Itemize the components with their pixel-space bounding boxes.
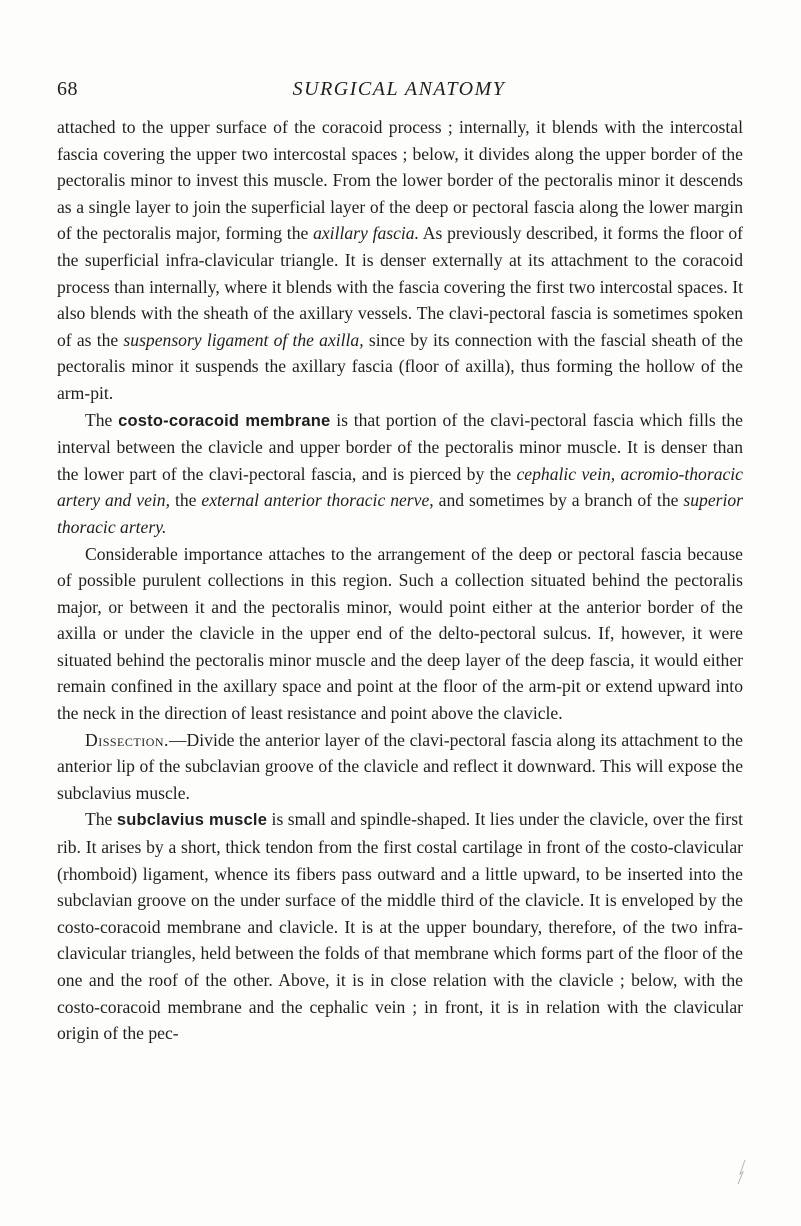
text-run: As previously described, it forms the floor of the superficial infra-clavicular triangle. It is denser externally at its attachment to the coracoid process than internally, where it blends with the fascia covering the first two intercostal spaces. It also blends with the sheath of the axillary vessels. The clavi-pectoral fascia is sometimes spoken of as the [57, 223, 744, 350]
paragraph-clavi-pectoral-fascia [57, 114, 743, 407]
text-run: the [170, 490, 202, 511]
text-run: is small and spindle-shaped. It lies under the clavicle, over the first rib. It arises by a short, thick tendon from the first costal cartilage in front of the costo-clavicular (rhomboid) ligament, whence its fibers pass outward and a little upward, to be inserted into the subclavian groove on the under surface of the middle third of the clavicle. It is enveloped by the costo-coracoid membrane and clavicle. It is at the upper boundary, therefore, of the two infra-clavicular triangles, held between the folds of that membrane which forms part of the floor of the one and the roof of the other. Above, it is in close relation with the clavicle ; below, with the costo-coracoid membrane and the cephalic vein ; in front, it is in relation with the clavicular origin of the pec- [57, 809, 743, 1044]
paragraph-dissection [57, 727, 743, 807]
text-run: since by its connection with the fascial sheath of the pectoralis minor it suspends the axillary fascia (floor of axilla), thus forming the hollow of the arm-pit. [57, 329, 743, 403]
stray-pencil-mark [735, 1158, 749, 1186]
running-title: SURGICAL ANATOMY [292, 78, 506, 100]
italic-term: suspensory ligament of the axilla, [123, 329, 364, 350]
paragraph-purulent-collections [57, 541, 743, 727]
small-caps-heading: Dissection. [85, 729, 169, 750]
text-run: Considerable importance attaches to the arrangement of the deep or pectoral fascia because of possible purulent collections in this region. Such a collection situated behind the pectoralis major, or between it and the pectoralis minor, would point either at the anterior border of the axilla or under the clavicle in the upper end of the delto-pectoral sulcus. If, however, it were situated behind the pectoralis minor muscle and the deep layer of the deep fascia, it would either remain confined in the axillary space and point at the floor of the arm-pit or extend upward into the neck in the direction of least resistance and point above the clavicle. [57, 543, 743, 724]
italic-term: superior thoracic artery. [57, 490, 744, 537]
text-run: attached to the upper surface of the coracoid process ; internally, it blends with the intercostal fascia covering the upper two intercostal spaces ; below, it divides along the upper border of the pectoralis minor to invest this muscle. From the lower border of the pectoralis minor it descends as a single layer to join the superficial layer of the deep or pectoral fascia along the lower margin of the pectoralis major, forming the [57, 117, 743, 244]
text-run: and sometimes by a branch of the [433, 490, 684, 511]
italic-term: axillary fascia. [313, 223, 419, 244]
bold-term: subclavius muscle [116, 811, 268, 830]
bold-term: costo-coracoid membrane [118, 411, 331, 430]
body-text [57, 114, 743, 1047]
italic-term: external anterior thoracic nerve, [201, 490, 434, 511]
text-run: is that portion of the clavi-pectoral fascia which fills the interval between the clavicle and upper border of the pectoralis minor muscle. It is denser than the lower part of the clavi-pectoral fascia, and is pierced by the [57, 409, 743, 484]
paragraph-subclavius-muscle [57, 806, 743, 1046]
text-run: The [85, 809, 117, 830]
text-run: —Divide the anterior layer of the clavi-pectoral fascia along its attachment to the anterior lip of the subclavian groove of the clavicle and reflect it downward. This will expose the subclavius muscle. [57, 729, 743, 803]
running-head [57, 78, 741, 104]
paragraph-costo-coracoid-membrane [57, 407, 743, 541]
italic-term: cephalic vein, acromio-thoracic artery and vein, [57, 463, 743, 511]
page-number: 68 [57, 78, 78, 100]
text-run: The [85, 409, 119, 430]
